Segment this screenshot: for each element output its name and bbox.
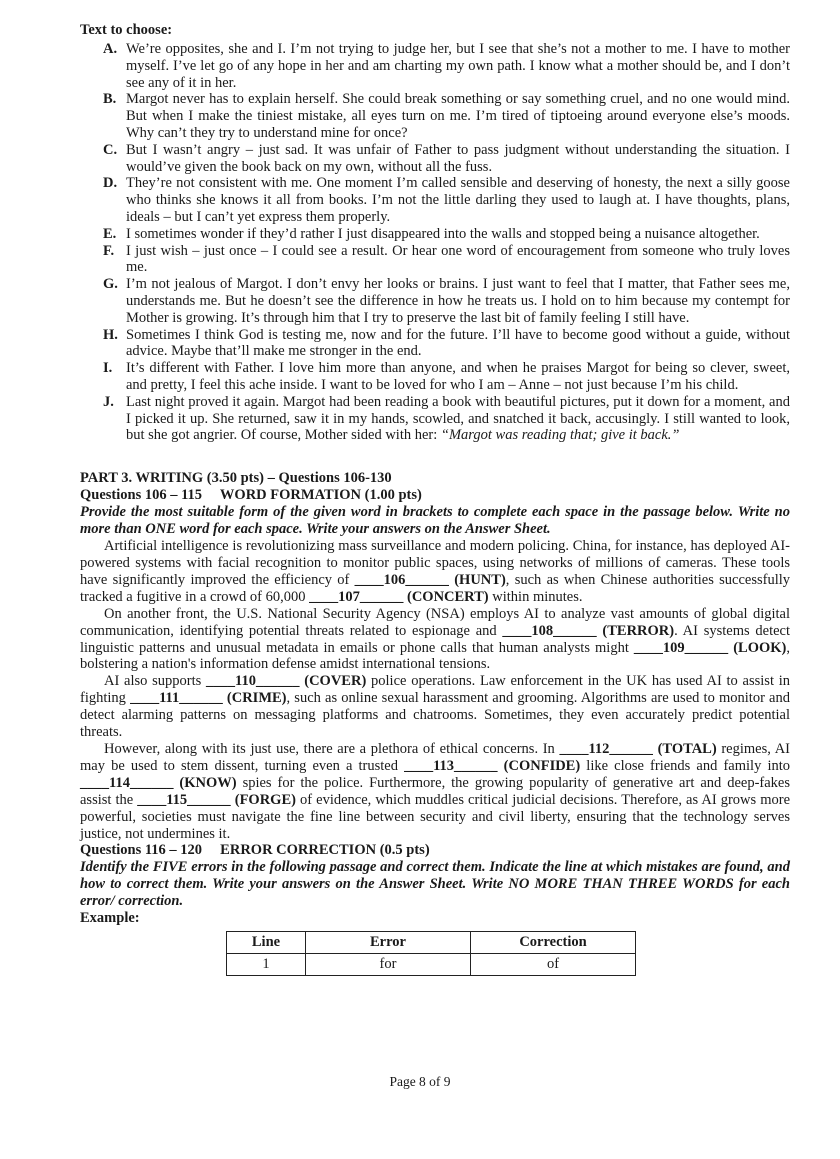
option-d [80,175,790,225]
option-text: Margot never has to explain herself. She could break something or say something cruel, and no one would mind. But when I make the tiniest mistake, all eyes turn on me. I’m tired of tiptoeing around everyone else’s moods. Why can’t they try to understand mine for once? [126,91,790,141]
option-i [80,360,790,394]
word-formation-instruction: Provide the most suitable form of the given word in brackets to complete each space in the passage below. Write no more than ONE word for each space. Write your answers on the Answer Sheet. [80,504,790,538]
passage-text: of evidence, which muddles critical judicial decisions. Therefore, as AI grows more powerful, societies must navigate the fine line between security and civil liberty, ensuring that the technology serves justice, not undermines it. [80,791,791,842]
cell-line: 1 [227,954,306,976]
passage-text: , bolstering a nation's information defense amidst international tensions. [80,639,791,673]
blank-113: ____113______ [404,757,498,774]
passage-paragraph-2 [80,606,790,674]
option-letter: G. [103,276,118,293]
passage-text: police operations. Law enforcement in the UK has used AI to assist in fighting [80,673,790,707]
blank-108: ____108______ [502,622,597,639]
passage-text: like close friends and family into [580,757,790,774]
error-correction-heading: Questions 116 – 120 ERROR CORRECTION (0.5 pts) [80,842,430,859]
header-correction: Correction [471,932,636,954]
passage-text: AI also supports [104,673,207,690]
passage-text: . AI systems detect linguistic patterns and unusual metadata in emails or phone calls that human analysts might [80,622,790,656]
passage-text: spies for the police. Furthermore, the growing popularity of generative art and deep-fakes assist the [80,774,791,808]
option-letter: I. [103,360,113,377]
blank-107: ____107______ [309,588,404,605]
blank-111: ____111______ [130,690,223,707]
option-j-quote: “Margot was reading that; give it back.” [440,427,680,444]
option-text: But I wasn’t angry – just sad. It was unfair of Father to pass judgment without understanding the situation. I would’ve given the book back on my own, without all the fuss. [126,141,790,175]
keyword-hunt: (HUNT) [454,571,506,588]
passage-text: , such as when Chinese authorities successfully tracked a fugitive in a crowd of 60,000 [80,571,791,605]
passage-paragraph-3 [80,673,790,741]
blank-114: ____114______ [80,774,174,791]
passage-paragraph-1 [80,538,790,606]
option-letter: F. [103,242,115,259]
option-text [126,394,790,444]
option-letter: E. [103,225,117,242]
keyword-cover: (COVER) [304,673,367,690]
option-letter: H. [103,326,118,343]
passage-text: , such as online sexual harassment and grooming. Algorithms are used to monitor and detect alarming patterns on messaging platforms and chatrooms. Sometimes, they even accurately predict potential threats. [80,690,790,741]
options-list [80,41,790,444]
option-text: We’re opposites, she and I. I’m not trying to judge her, but I see that she’s not a mother to me. I have to mother myself. I’ve let go of any hope in her and am charting my own path. I know what a mother should be, and I don’t see any of it in her. [126,41,790,91]
blank-109: ____109______ [633,639,729,656]
option-a [80,41,790,91]
cell-error: for [306,954,471,976]
keyword-know: (KNOW) [179,774,237,791]
option-c [80,142,790,176]
option-letter: C. [103,141,118,158]
passage-text: regimes, AI may be used to stem dissent, turning even a trusted [80,741,790,774]
blank-110: ____110______ [206,673,300,690]
blank-112: ____112______ [559,741,653,757]
passage-text: within minutes. [488,588,583,605]
option-text: Sometimes I think God is testing me, now and for the future. I’ll have to become good without a guide, without advice. Maybe that’ll make me stronger in the end. [126,326,790,360]
passage-paragraph-4 [80,741,790,842]
keyword-look: (LOOK) [733,639,787,656]
option-letter: B. [103,91,117,108]
option-text: It’s different with Father. I love him more than anyone, and when he praises Margot for being so clever, sweet, and pretty, I feel this ache inside. I want to be loved for who I am – Anne – not just because I’m his child. [126,360,790,393]
keyword-confide: (CONFIDE) [503,757,581,774]
option-f [80,243,790,277]
option-g [80,276,790,326]
table-header-row [227,932,636,954]
header-error: Error [306,932,471,954]
option-text: I just wish – just once – I could see a result. Or hear one word of encouragement from someone who truly loves me. [126,242,790,276]
blank-106: ____106______ [354,571,449,588]
passage-text: However, along with its just use, there are a plethora of ethical concerns. In [104,741,560,757]
example-table [226,931,636,976]
option-text: They’re not consistent with me. One moment I’m called sensible and deserving of honesty, the next a silly goose who thinks she knows it all from books. I’m not the little darling they used to laugh at. I have thoughts, plans, ideals – but I can’t yet express them properly. [126,175,790,225]
page-number: Page 8 of 9 [389,1074,451,1089]
keyword-forge: (FORGE) [234,791,296,808]
part3-title: PART 3. WRITING (3.50 pts) – Questions 106-130 [80,470,392,487]
option-letter: A. [103,41,118,57]
option-letter: D. [103,175,118,192]
keyword-concert: (CONCERT) [406,588,489,605]
option-letter: J. [103,393,114,410]
option-text: I sometimes wonder if they’d rather I just disappeared into the walls and stopped being a nuisance altogether. [126,225,760,242]
blank-115: ____115______ [137,791,231,808]
cell-correction: of [471,954,636,976]
passage-text: Artificial intelligence is revolutionizing mass surveillance and modern policing. China, for instance, has deployed AI-powered systems with facial recognition to monitor public spaces, using networks of millions of cameras. These tools have significantly improved the efficiency of [80,538,790,588]
option-j [80,394,790,444]
option-e [80,226,790,243]
keyword-terror: (TERROR) [602,622,675,639]
option-h [80,327,790,361]
word-formation-heading: Questions 106 – 115 WORD FORMATION (1.00 pts) [80,487,422,504]
option-j-text: Last night proved it again. Margot had been reading a book with beautiful pictures, put it down for a moment, and I picked it up. She returned, saw it in my hands, scowled, and snatched it back, accusingly. I still wanted to look, but she got angrier. Of course, Mother sided with her: [126,393,790,444]
keyword-crime: (CRIME) [226,690,287,707]
example-label: Example: [80,910,140,927]
option-text: I’m not jealous of Margot. I don’t envy her looks or brains. I just want to feel that I matter, that Father sees me, understands me. But he doesn’t see the difference in how he treats us. I hold on to him because my contempt for Mother is growing. It’s through him that I try to preserve the last bit of family feeling I still have. [126,276,790,326]
passage-text: On another front, the U.S. National Security Agency (NSA) employs AI to analyze vast amounts of global digital communication, identifying potential threats related to espionage and [80,605,790,639]
error-correction-instruction: Identify the FIVE errors in the following passage and correct them. Indicate the line at which mistakes are found, and how to correct them. Write your answers on the Answer Sheet. Write NO MORE THAN THREE WORDS for each error/ correction. [80,859,790,910]
option-b [80,91,790,141]
table-row [227,954,636,976]
keyword-total: (TOTAL) [657,741,717,757]
header-line: Line [227,932,306,954]
text-to-choose-heading: Text to choose: [80,22,173,38]
